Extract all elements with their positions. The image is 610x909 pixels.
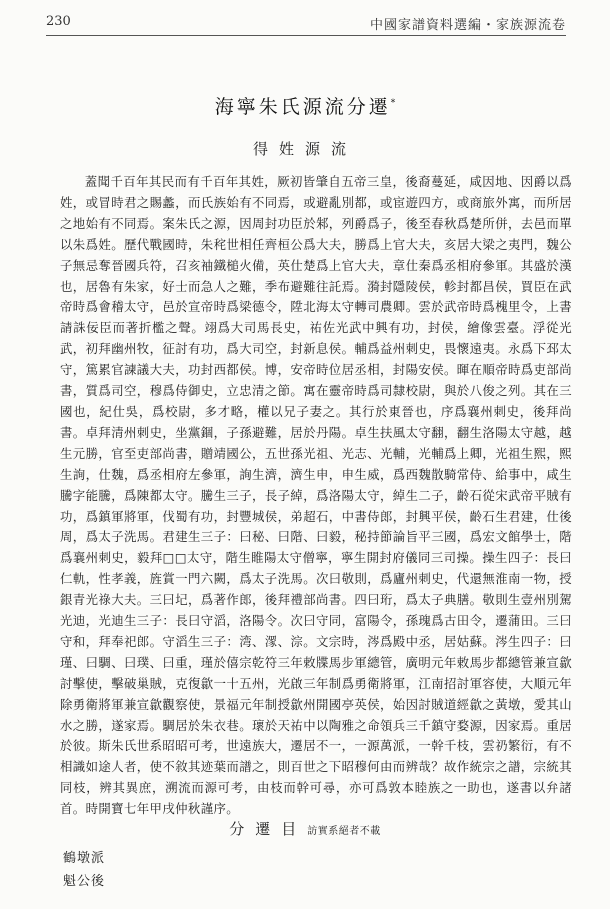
article-body: 蓋聞千百年其民而有千百年其姓，厥初皆肇自五帝三皇，後裔蔓延，咸因地、因爵以爲姓，或冒時君之賜蠡，而氏族始有不同焉，或避亂別都，或宦遊四方，或商旅外寓，而所居之地始有不同焉。案朱氏之源，因周封功臣於邾，列爵爲子，後至春秋爲楚所併，去邑而單以朱爲姓。歷代戰國時，朱秺世相任齊桓公爲大夫，勝爲上官大夫，亥居大梁之夷門，魏公子無忌奪晉國兵符，召亥袖鐵槌火備，英仕楚爲上官大夫，章仕秦爲丞相府參軍。其盛於漢也，居魯有朱家，好士而急人之難，季布避難往託焉。漪封隱陵侯，軫封都昌侯，買臣在武帝時爲會稽太守，邑於宣帝時爲梁德令，陞北海太守轉司農卿。雲於武帝時爲槐里令，上書請誅佞臣而著折檻之聲。翊爲大司馬長史，祐佐光武中興有功，封侯，繪像雲臺。浮從光武，初拜幽州牧，征討有功，爲大司空，封新息侯。輔爲益州刺史，畏懷遠夷。永爲下邳太守，篤累官諫議大夫，功封西都侯。博，安帝時位居丞相，封陽安侯。暉在順帝時爲吏部尚書，質爲司空，穆爲侍御史，立忠清之節。寓在靈帝時爲司隸校尉，與於八俊之列。其在三國也，紀仕吳，爲校尉，多才略，權以兄子妻之。其行於東晉也，序爲襄州刺史，後拜尚書。卓拜清州刺史，坐黨錮，子孫避難，居於丹陽。卓生扶風太守翻，翻生洛陽太守越，越生元勝，官至吏部尚書，贈靖國公，五世孫光祖、光志、光輔，光輔爲上卿，光祖生熙，熙生詢，仕魏，爲丞相府左參軍，詢生濟，濟生申，申生威，爲西魏散騎常侍、給事中，咸生騰字能騰，爲陳都太守。騰生三子，長子綽，爲洛陽太守，綽生二子，齡石從宋武帝平賊有功，爲鎮軍將軍，伐蜀有功，封豐城侯，弟超石，中書侍郎，封興平侯，齡石生君建，仕後周，爲太子洗馬。君建生三子：曰秘、曰階、曰毅，秘持節論旨平三國，爲宏文館學士，階爲襄州刺史，毅拜□□太守，階生睢陽太守僧寧，寧生開封府儀同三司操。操生四子：長曰仁軌，性孝義，旌賞一門六闕，爲太子洗馬。次曰敬則，爲廬州刺史，代還無淮南一物，授銀青光祿大夫。三曰圮，爲著作郎，後拜禮部尚書。四曰珩，爲太子典膳。敬則生壹州別駕光迪，光迪生三子：長曰守滔，洛陽令。次曰守同，富陽令，孫瑰爲古田令，遷蒲田。三曰守和，拜奉祀郎。守滔生三子：湾、潈、淙。文宗時，涔爲殿中丞，居姑蘇。涔生四子：曰瑾、曰騆、曰璞、曰重，瑾於僖宗乾符三年敕牒馬步軍總管，廣明元年敕馬步都總管兼宣歙討擊使，擊破巢賊，克復歙一十五州，光啟三年制爲勇衛將軍，江南招討軍容使，大順元年除勇衛將軍兼宣歙觀察使，景福元年制授歙州開國亭英侯，始因討賊道經歙之黃墩，愛其山水之勝，遂家焉。騆居於朱衣巷。瓌於天祐中以陶雅之命領兵三千鎮守婺源，因家焉。重居於彼。斯朱氏世系昭昭可考，世遠族大，遷居不一，一源萬派，一幹千枝，雲礽繁衍，有不相識如途人者，使不敘其迹葉而譜之，則百世之下昭穆何由而辨哉？故作統宗之譜，宗統其同枝，辨其異庶，溯流而源可考，由枝而幹可尋，亦可爲敦本睦族之一助也，遂書以弁諸首。時開寶七年甲戌仲秋謹序。	[60, 174, 572, 817]
branch-entry: 魁公後	[63, 874, 106, 889]
page-number: 230	[46, 14, 71, 29]
article-title-text: 海寧朱氏源流分遷	[214, 96, 391, 118]
section-heading-origin: 得姓源流	[252, 140, 357, 158]
branch-entry: 鶴墩派	[63, 851, 106, 866]
section-heading-note: 訪實系絕者不載	[307, 826, 381, 837]
page-header	[46, 14, 566, 36]
footnote-mark: *	[390, 98, 396, 109]
running-title: 中國家譜資料選編・家族源流卷	[369, 18, 566, 33]
header-rule	[46, 35, 566, 36]
section-heading-branches-text: 分遷目	[229, 820, 308, 838]
article-title	[0, 92, 610, 119]
section-heading-branches	[0, 818, 610, 839]
